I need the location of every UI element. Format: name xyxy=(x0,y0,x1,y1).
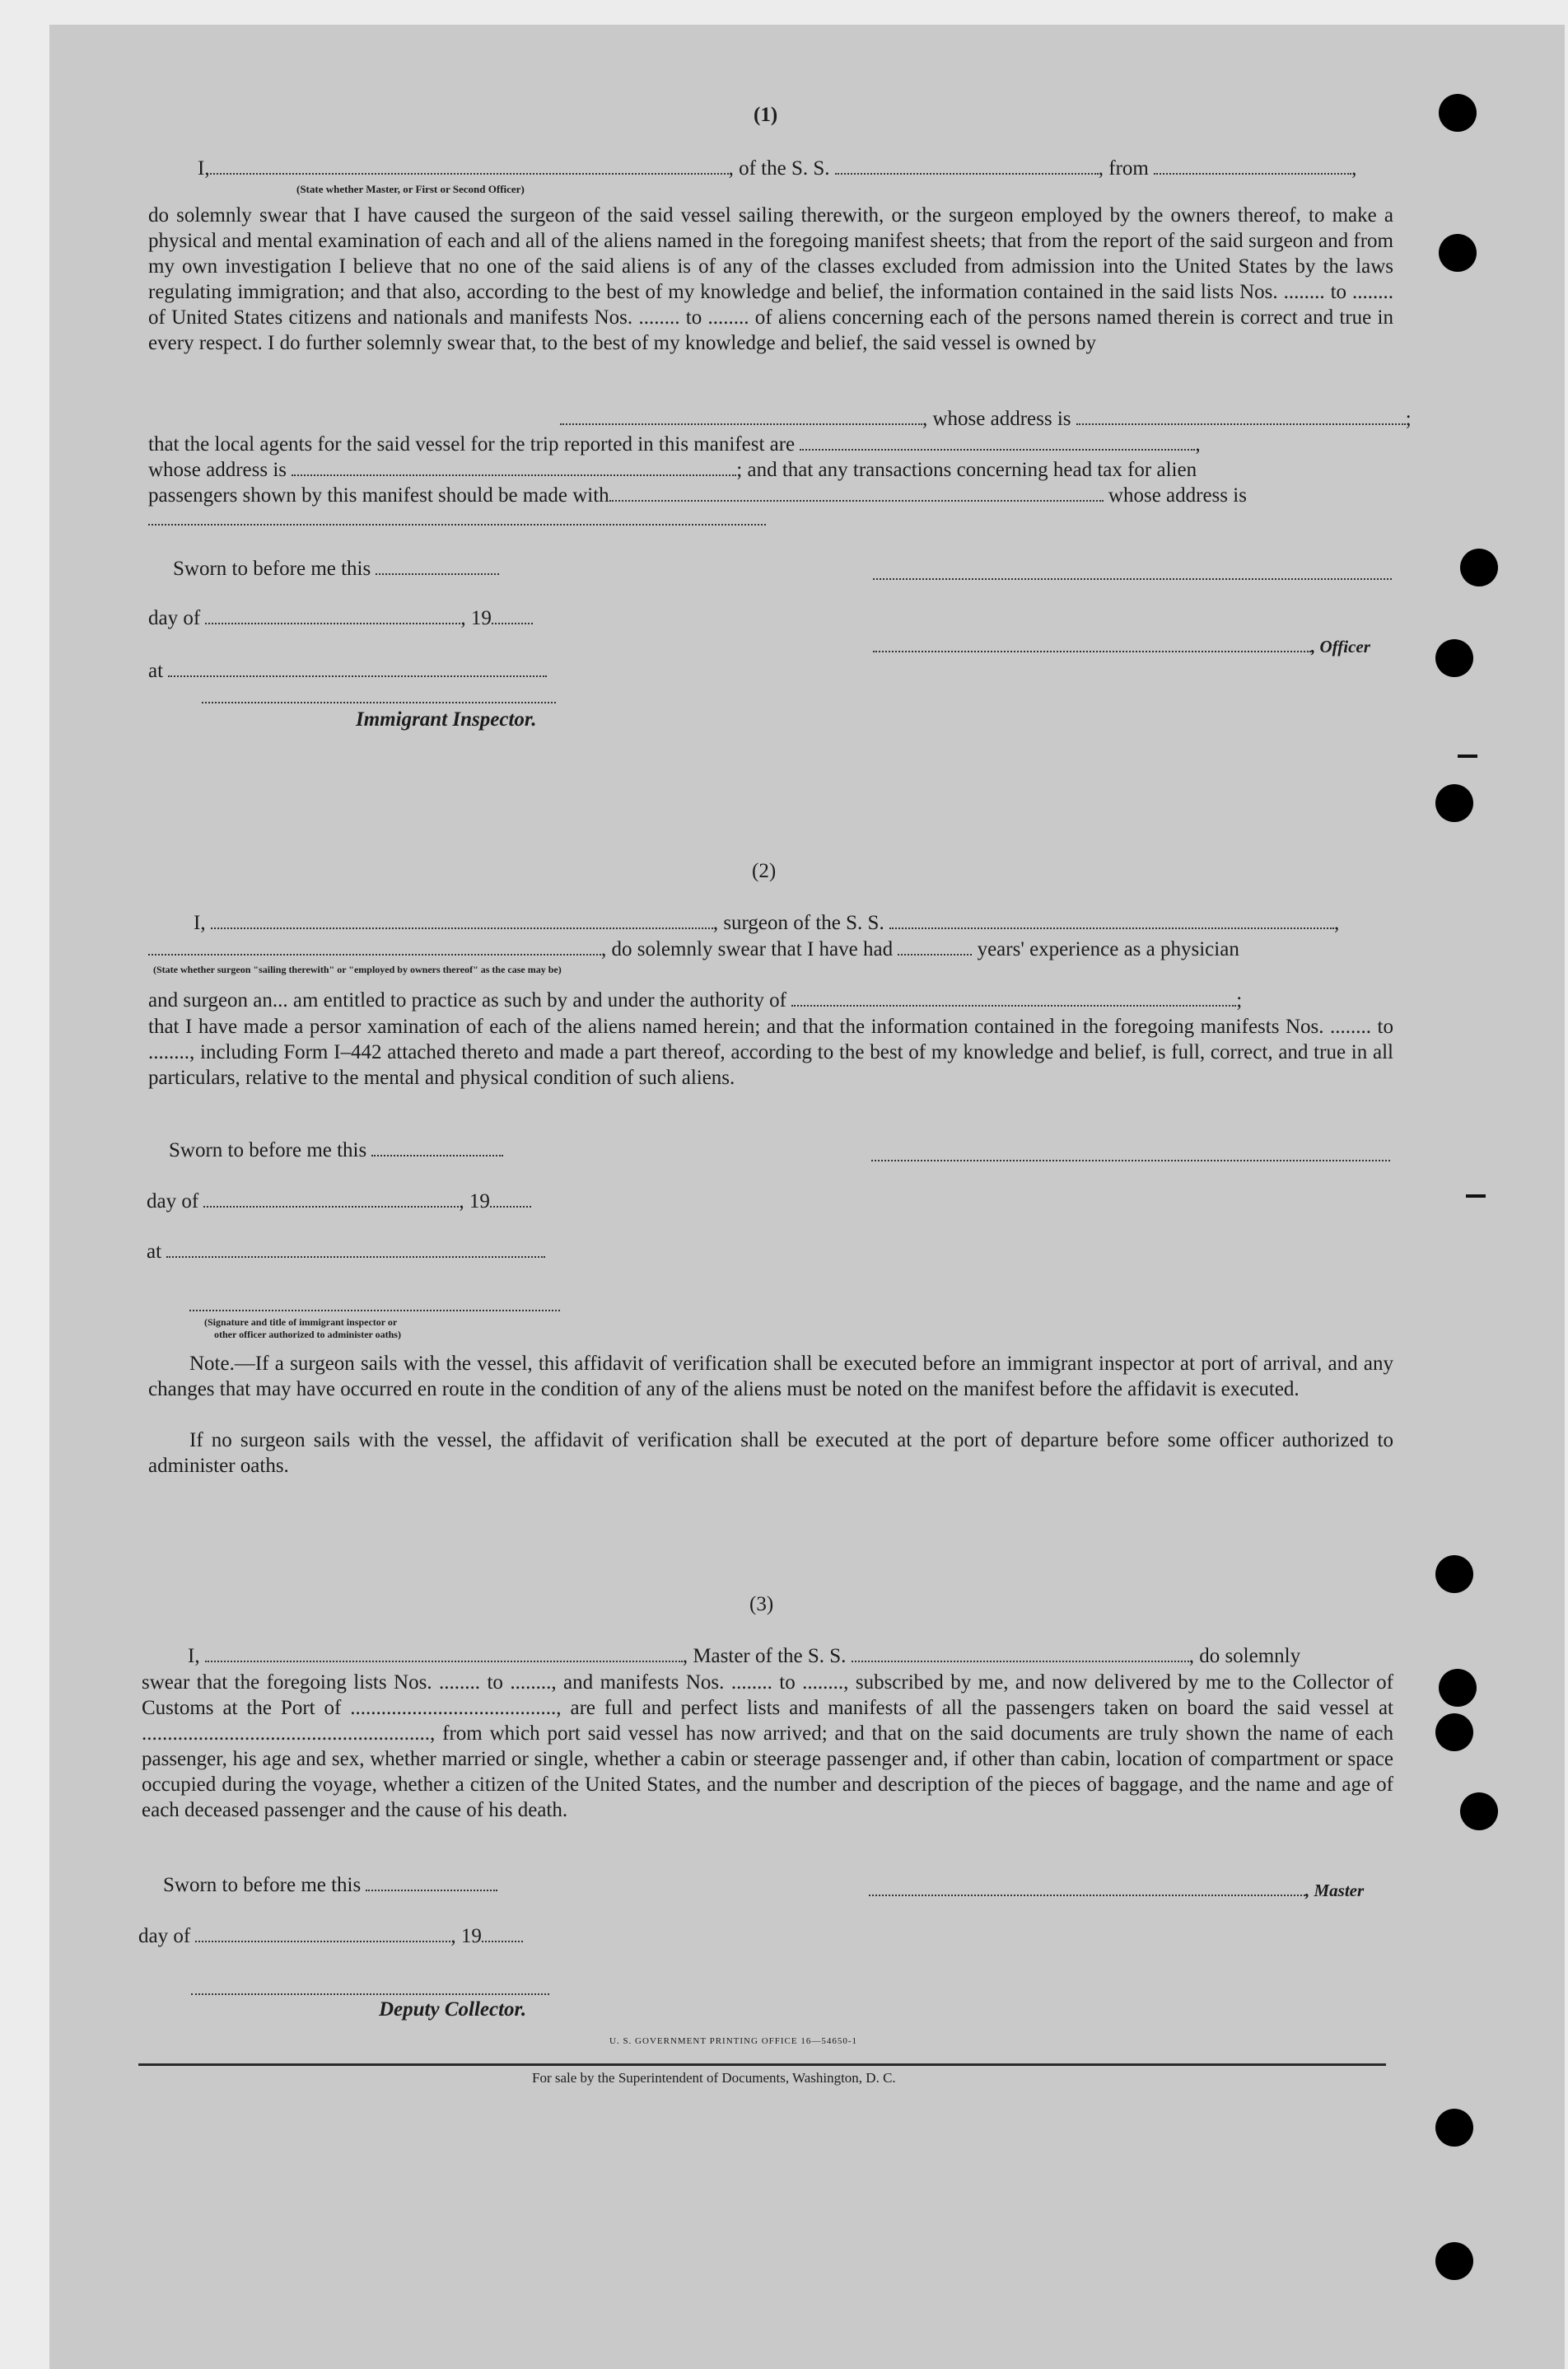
from-port-field[interactable] xyxy=(1154,157,1351,175)
section-1-line-1: I, , of the S. S. , from , xyxy=(198,157,1357,180)
surgeon-ship-field[interactable] xyxy=(889,911,1334,929)
section-3-paragraph: swear that the foregoing lists Nos. ........ to ........, and manifests Nos. ........ to ........, subscribed by me, and now delivered by me to the Collector of Customs at the Port of ........................................, are full and perfect lists and manifests of all the passengers taken on board the said vessel at ........................................................, from which port said vessel has now arrived; and that on the said documents are truly shown the name of each passenger, his age and sex, whether married or single, whether a cabin or steerage passenger and, if other than cabin, location of compartment or space occupied during the voyage, whether a citizen of the United States, and the number and description of the pieces of baggage, and the name and age of each deceased passenger and the cause of his death. xyxy=(142,1671,1393,1821)
punch-hole xyxy=(1435,1713,1473,1751)
punch-hole xyxy=(1460,549,1498,586)
section-1-paragraph: do solemnly swear that I have caused the surgeon of the said vessel sailing therewith, or the surgeon employed by the owners thereof, to make a physical and mental examination of each and all of the aliens named in the foregoing manifest sheets; that from the report of the said surgeon and from my own investigation I believe that no one of the said aliens is of any of the classes excluded from admission into the United States by the laws regulating immigration; and that also, according to the best of my knowledge and belief, the information contained in the said lists Nos. ........ to ........ of United States citizens and nationals and manifests Nos. ........ to ........ of aliens concerning each of the persons named therein is correct and true in every respect. I do further solemnly swear that, to the best of my knowledge and belief, the said vessel is owned by xyxy=(148,204,1393,354)
agents-address-line: whose address is ; and that any transactions concerning head tax for alien xyxy=(148,459,1197,481)
surgeon-authority-line: and surgeon an... am entitled to practice as such by and under the authority of ; xyxy=(148,989,1243,1012)
local-agents-line: that the local agents for the said vessel for the trip reported in this manifest are , xyxy=(148,433,1201,456)
deputy-collector-label: Deputy Collector. xyxy=(379,1998,527,2021)
local-agents-field[interactable] xyxy=(800,432,1195,451)
of-the-ss-label: , of the S. S. xyxy=(728,157,830,180)
surgeon-status-caption: (State whether surgeon "sailing therewith" or "employed by owners thereof" as the case may be) xyxy=(153,964,562,975)
note-paragraph-1: Note.—If a surgeon sails with the vessel, this affidavit of verification shall be executed before an immigrant inspector at port of arrival, and any changes that may have occurred en route in the condition of any of the aliens must be noted on the manifest before the affidavit is executed. xyxy=(148,1353,1393,1400)
edge-mark xyxy=(1466,1194,1486,1198)
ship-name-field[interactable] xyxy=(835,157,1099,175)
officer-title-caption: (State whether Master, or First or Second Officer) xyxy=(296,183,525,195)
from-label: , from xyxy=(1098,157,1149,180)
place-field-2[interactable] xyxy=(166,1240,545,1258)
master-name-field[interactable] xyxy=(205,1644,683,1662)
month-field-2[interactable] xyxy=(203,1189,459,1208)
section-2-paragraph: that I have made a persor xamination of each of the aliens named herein; and that the information contained in the foregoing manifests Nos. ........ to ........, including Form I–442 attached thereto and made a part thereof, according to the best of my knowledge and belief, is full, correct, and true in all particulars, relative to the mental and physical condition of such aliens. xyxy=(148,1016,1393,1089)
punch-hole xyxy=(1439,94,1477,132)
master-signature-field[interactable] xyxy=(869,1878,1305,1896)
at-line-1: at xyxy=(148,659,547,683)
section-1-number: (1) xyxy=(754,104,778,126)
punch-hole xyxy=(1435,1555,1473,1593)
day-of-line-2: day of , 19 xyxy=(147,1189,531,1213)
punch-hole xyxy=(1435,784,1473,822)
officer-signature-line: , Officer xyxy=(873,634,1370,658)
punch-hole xyxy=(1435,639,1473,677)
sworn-day-field-3[interactable] xyxy=(366,1873,497,1891)
year-field-1[interactable] xyxy=(492,606,533,624)
head-tax-agent-field[interactable] xyxy=(609,484,1104,502)
owner-address-field[interactable] xyxy=(1076,407,1406,425)
form-sheet xyxy=(49,25,1565,2369)
officer-signature-line-top xyxy=(873,578,1392,580)
master-signature-line: , Master xyxy=(869,1878,1364,1902)
officer-title-field[interactable] xyxy=(210,157,729,175)
authority-field[interactable] xyxy=(791,988,1236,1007)
surgeon-name-field[interactable] xyxy=(211,911,713,929)
month-field-3[interactable] xyxy=(195,1924,450,1942)
sale-notice: For sale by the Superintendent of Documents, Washington, D. C. xyxy=(532,2070,896,2086)
owner-address-line: , whose address is ; xyxy=(560,407,1412,431)
year-field-2[interactable] xyxy=(490,1189,531,1208)
sig-caption-1: (Signature and title of immigrant inspector or xyxy=(204,1316,398,1328)
punch-hole xyxy=(1435,2109,1473,2147)
section-3-number: (3) xyxy=(749,1593,774,1615)
section-2-number: (2) xyxy=(752,860,777,882)
inspector-signature-line-2 xyxy=(189,1310,560,1311)
punch-hole xyxy=(1439,1669,1477,1707)
years-field[interactable] xyxy=(898,937,972,956)
month-field-1[interactable] xyxy=(205,606,460,624)
agents-address-field[interactable] xyxy=(292,458,736,476)
edge-mark xyxy=(1458,755,1477,758)
punch-hole xyxy=(1439,234,1477,272)
master-ship-field[interactable] xyxy=(852,1644,1189,1662)
surgeon-status-field[interactable] xyxy=(148,937,601,956)
day-of-line-3: day of , 19 xyxy=(138,1924,523,1948)
sworn-day-field-1[interactable] xyxy=(376,557,499,575)
deputy-signature-line xyxy=(191,1993,549,1995)
year-field-3[interactable] xyxy=(482,1924,523,1942)
printing-office-line: U. S. GOVERNMENT PRINTING OFFICE 16—54650-1 xyxy=(609,2036,858,2046)
sig-caption-2: other officer authorized to administer oaths) xyxy=(214,1329,401,1340)
note-paragraph-2: If no surgeon sails with the vessel, the affidavit of verification shall be executed at the port of departure before some officer authorized to administer oaths. xyxy=(148,1429,1393,1477)
sworn-label-1: Sworn to before me this xyxy=(173,557,499,581)
sworn-day-field-2[interactable] xyxy=(371,1138,503,1156)
sworn-label-2: Sworn to before me this xyxy=(169,1138,503,1162)
punch-hole xyxy=(1435,2242,1473,2280)
punch-hole xyxy=(1460,1792,1498,1830)
master-line: I, , Master of the S. S. , do solemnly xyxy=(188,1645,1301,1667)
officer-signature-field[interactable] xyxy=(873,634,1311,652)
surgeon-signature-line xyxy=(871,1160,1390,1161)
day-of-line-1: day of , 19 xyxy=(148,606,533,630)
head-tax-line: passengers shown by this manifest should be made with whose address is xyxy=(148,484,1247,507)
place-field-1[interactable] xyxy=(168,659,547,677)
i-label: I, xyxy=(198,157,210,180)
head-tax-address-rule xyxy=(148,524,766,526)
surgeon-status-line: , do solemnly swear that I have had years' experience as a physician xyxy=(148,937,1239,961)
immigrant-inspector-label: Immigrant Inspector. xyxy=(356,708,537,731)
surgeon-line: I, , surgeon of the S. S. , xyxy=(194,912,1340,934)
sworn-label-3: Sworn to before me this xyxy=(163,1873,497,1897)
inspector-signature-line xyxy=(202,702,556,703)
owner-field[interactable] xyxy=(560,407,922,425)
footer-rule xyxy=(138,2063,1386,2066)
at-line-2: at xyxy=(147,1240,545,1264)
